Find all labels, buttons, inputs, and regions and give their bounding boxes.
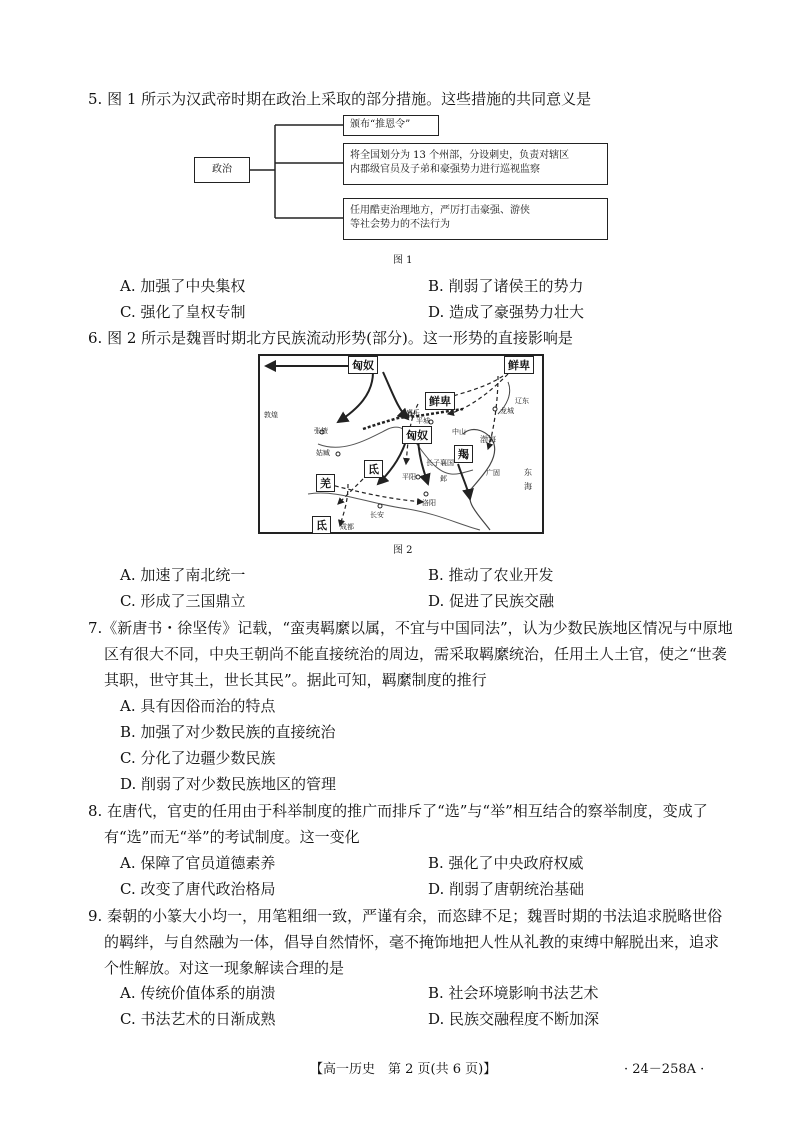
place-bohai: 渤海: [480, 435, 496, 444]
label-di-north: 氐: [364, 460, 383, 478]
q9-option-a[interactable]: A. 传统价值体系的崩溃: [120, 984, 276, 1002]
diagram-root: 政治: [194, 157, 250, 183]
place-donghai: 东海: [524, 468, 532, 491]
place-pingyang: 平阳: [402, 473, 416, 481]
place-longcheng: 龙城: [500, 407, 514, 415]
place-chengdu: 成都: [340, 523, 354, 531]
label-qiang: 羌: [316, 474, 335, 492]
place-dunhuang: 敦煌: [264, 411, 278, 419]
q5-option-c[interactable]: C. 强化了皇权专制: [120, 303, 246, 321]
q6-option-a[interactable]: A. 加速了南北统一: [120, 566, 246, 584]
q5-stem: 5. 图 1 所示为汉武帝时期在政治上采取的部分措施。这些措施的共同意义是: [88, 90, 592, 108]
place-xiangguo: 襄国: [440, 459, 454, 467]
q9-option-b[interactable]: B. 社会环境影响书法艺术: [428, 984, 599, 1002]
place-zhongshan: 中山: [452, 428, 466, 436]
place-luoyang: 洛阳: [422, 499, 436, 507]
q9-stem-line-1: 9. 秦朝的小篆大小均一，用笔粗细一致，严谨有余，而恣肆不足；魏晋时期的书法追求脱略世俗: [88, 907, 723, 925]
label-xianbei-east: 鲜卑: [504, 356, 534, 374]
figure-2-caption: 图 2: [393, 545, 413, 556]
footer-code: · 24－258A ·: [624, 1062, 705, 1077]
place-zhangye: 张掖: [314, 427, 328, 435]
q5-option-d[interactable]: D. 造成了豪强势力壮大: [428, 303, 585, 321]
figure-1-caption: 图 1: [393, 255, 413, 266]
q7-stem-line-3: 其职，世守其土，世长其民”。据此可知，羁縻制度的推行: [104, 671, 487, 689]
q8-option-c[interactable]: C. 改变了唐代政治格局: [120, 880, 276, 898]
footer-page-info: 【高一历史 第 2 页(共 6 页)】: [310, 1062, 497, 1077]
q6-option-c[interactable]: C. 形成了三国鼎立: [120, 592, 246, 610]
q9-option-c[interactable]: C. 书法艺术的日渐成熟: [120, 1010, 276, 1028]
q7-option-d[interactable]: D. 削弱了对少数民族地区的管理: [120, 775, 337, 793]
q8-stem-line-2: 有“选”而无“举”的考试制度。这一变化: [104, 828, 360, 846]
q8-option-a[interactable]: A. 保障了官员道德素养: [120, 854, 276, 872]
figure-2-map: [258, 354, 544, 534]
q8-option-d[interactable]: D. 削弱了唐朝统治基础: [428, 880, 585, 898]
place-liaodong: 辽东: [515, 397, 529, 405]
place-pingcheng: 平城: [416, 417, 430, 425]
place-zhangzi: 长子: [426, 459, 440, 467]
label-jie: 羯: [454, 445, 473, 463]
q7-option-b[interactable]: B. 加强了对少数民族的直接统治: [120, 723, 336, 741]
q8-option-b[interactable]: B. 强化了中央政府权威: [428, 854, 584, 872]
label-xiongnu-center: 匈奴: [402, 426, 432, 444]
label-xianbei-center: 鲜卑: [425, 392, 455, 410]
place-guzang: 姑臧: [316, 449, 330, 457]
q9-stem-line-2: 的羁绊，与自然融为一体，倡导自然情怀，毫不掩饰地把人性从礼教的束缚中解脱出来，追求: [104, 933, 720, 951]
q9-option-d[interactable]: D. 民族交融程度不断加深: [428, 1010, 600, 1028]
diagram-item-kuli: 任用酷吏治理地方，严厉打击豪强、游侠 等社会势力的不法行为: [343, 198, 608, 240]
q7-stem-line-1: 7.《新唐书・徐坚传》记载，“蛮夷羁縻以属，不宜与中国同法”，认为少数民族地区情况与中原地: [88, 619, 733, 637]
label-xiongnu-north: 匈奴: [348, 356, 378, 374]
place-shengle: 盛乐: [406, 409, 420, 417]
q6-stem: 6. 图 2 所示是魏晋时期北方民族流动形势(部分)。这一形势的直接影响是: [88, 329, 573, 347]
place-changan: 长安: [370, 511, 384, 519]
place-ye: 邺: [440, 475, 447, 483]
diagram-item-tuien: 颁布“推恩令”: [343, 115, 439, 136]
label-di-south: 氐: [312, 516, 331, 534]
q5-option-a[interactable]: A. 加强了中央集权: [120, 277, 246, 295]
q7-option-a[interactable]: A. 具有因俗而治的特点: [120, 697, 276, 715]
q5-option-b[interactable]: B. 削弱了诸侯王的势力: [428, 277, 584, 295]
map-drawing: [258, 354, 544, 534]
q6-option-b[interactable]: B. 推动了农业开发: [428, 566, 554, 584]
place-guanggu: 广固: [486, 469, 500, 477]
q7-option-c[interactable]: C. 分化了边疆少数民族: [120, 749, 276, 767]
q6-option-d[interactable]: D. 促进了民族交融: [428, 592, 555, 610]
diagram-item-cishi: 将全国划分为 13 个州部，分设刺史，负责对辖区 内郡级官员及子弟和豪强势力进行巡视监察: [343, 143, 608, 185]
q9-stem-line-3: 个性解放。对这一现象解读合理的是: [104, 959, 345, 977]
q7-stem-line-2: 区有很大不同，中央王朝尚不能直接统治的周边，需采取羁縻统治，任用土人土官，使之“世袭: [104, 645, 727, 663]
q8-stem-line-1: 8. 在唐代，官吏的任用由于科举制度的推广而排斥了“选”与“举”相互结合的察举制度，变成了: [88, 802, 708, 820]
